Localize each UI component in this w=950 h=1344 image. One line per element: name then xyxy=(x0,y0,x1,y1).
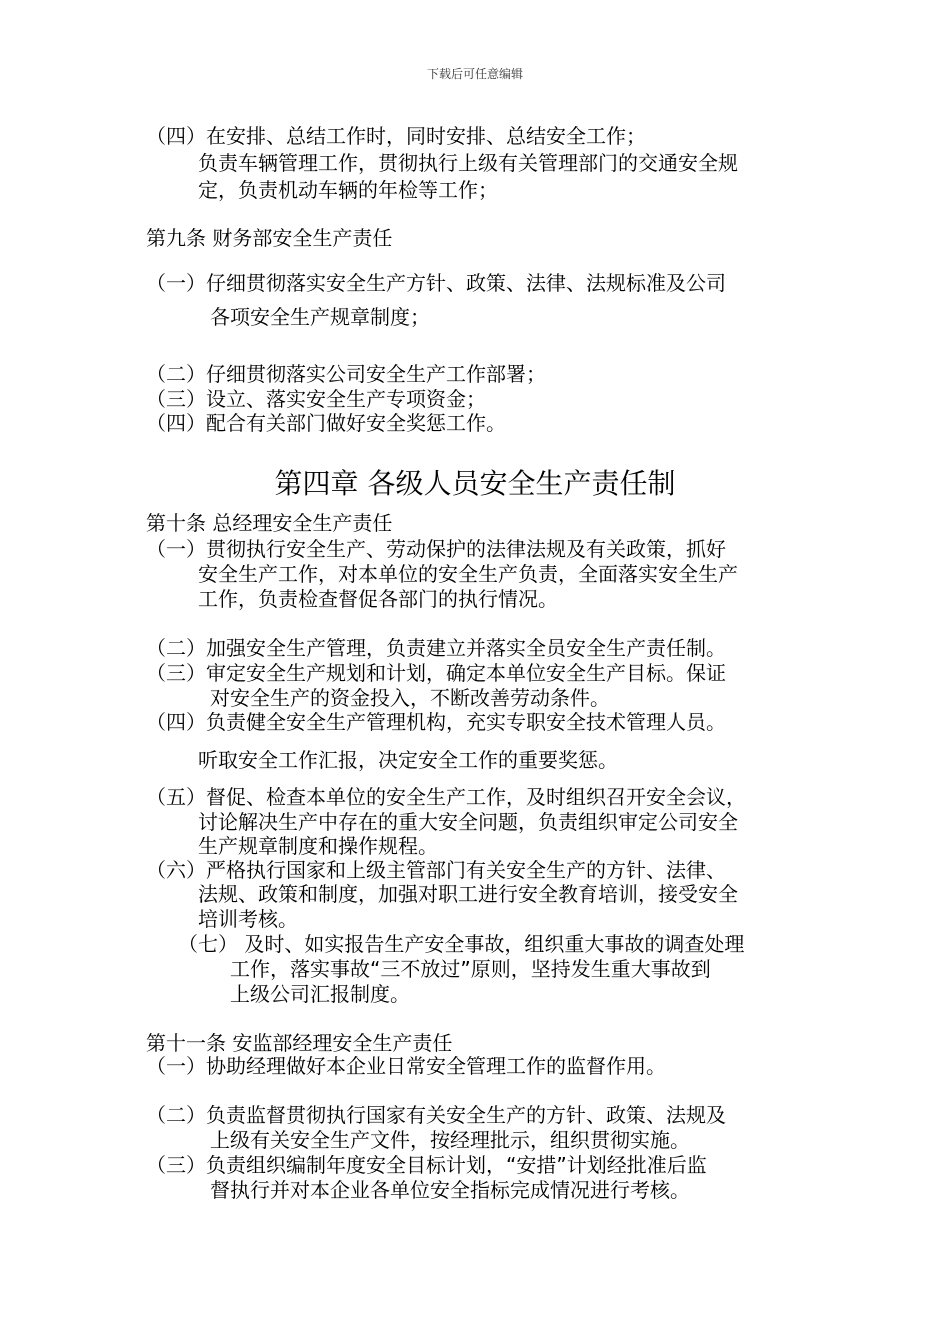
text-line: （五）督促、检查本单位的安全生产工作，及时组织召开安全会议， xyxy=(146,785,746,809)
text-line: （三）负责组织编制年度安全目标计划，“安措”计划经批准后监 xyxy=(146,1153,707,1177)
text-line: （二）负责监督贯彻执行国家有关安全生产的方针、政策、法规及 xyxy=(146,1103,726,1127)
text-line: 上级公司汇报制度。 xyxy=(230,982,410,1006)
text-line: （二）仔细贯彻落实公司安全生产工作部署； xyxy=(146,362,546,386)
article-heading: 第十一条 安监部经理安全生产责任 xyxy=(146,1031,453,1055)
text-line: （四）配合有关部门做好安全奖惩工作。 xyxy=(146,411,506,435)
text-line: 安全生产工作，对本单位的安全生产负责，全面落实安全生产 xyxy=(198,562,738,586)
article-heading: 第九条 财务部安全生产责任 xyxy=(146,226,393,250)
article-heading: 第十条 总经理安全生产责任 xyxy=(146,511,393,535)
text-line: （六）严格执行国家和上级主管部门有关安全生产的方针、法律、 xyxy=(146,858,726,882)
text-line: 对安全生产的资金投入，不断改善劳动条件。 xyxy=(210,686,610,710)
text-line: （四）负责健全安全生产管理机构，充实专职安全技术管理人员。 xyxy=(146,710,726,734)
page-header: 下载后可任意编辑 xyxy=(426,67,523,81)
chapter-title: 第四章 各级人员安全生产责任制 xyxy=(274,467,676,500)
text-line: 定，负责机动车辆的年检等工作； xyxy=(198,178,498,202)
text-line: 负责车辆管理工作，贯彻执行上级有关管理部门的交通安全规 xyxy=(198,151,738,175)
text-line: 听取安全工作汇报，决定安全工作的重要奖惩。 xyxy=(198,748,618,772)
text-line: （七） 及时、如实报告生产安全事故，组织重大事故的调查处理 xyxy=(178,932,745,956)
text-line: （一）仔细贯彻落实安全生产方针、政策、法律、法规标准及公司 xyxy=(146,271,726,295)
text-line: （一）贯彻执行安全生产、劳动保护的法律法规及有关政策，抓好 xyxy=(146,537,726,561)
text-line: 讨论解决生产中存在的重大安全问题，负责组织审定公司安全 xyxy=(198,810,738,834)
text-line: （三）审定安全生产规划和计划，确定本单位安全生产目标。保证 xyxy=(146,661,726,685)
text-line: 工作，落实事故“三不放过”原则，坚持发生重大事故到 xyxy=(230,957,711,981)
text-line: 生产规章制度和操作规程。 xyxy=(198,834,438,858)
text-line: （四）在安排、总结工作时，同时安排、总结安全工作； xyxy=(146,124,646,148)
text-line: 培训考核。 xyxy=(198,907,298,931)
text-line: 各项安全生产规章制度； xyxy=(210,305,430,329)
text-line: （一）协助经理做好本企业日常安全管理工作的监督作用。 xyxy=(146,1054,666,1078)
text-line: （二）加强安全生产管理，负责建立并落实全员安全生产责任制。 xyxy=(146,636,726,660)
text-line: 工作，负责检查督促各部门的执行情况。 xyxy=(198,587,558,611)
text-line: 上级有关安全生产文件，按经理批示，组织贯彻实施。 xyxy=(210,1128,690,1152)
text-line: 督执行并对本企业各单位安全指标完成情况进行考核。 xyxy=(210,1178,690,1202)
text-line: （三）设立、落实安全生产专项资金； xyxy=(146,387,486,411)
text-line: 法规、政策和制度，加强对职工进行安全教育培训，接受安全 xyxy=(198,882,738,906)
